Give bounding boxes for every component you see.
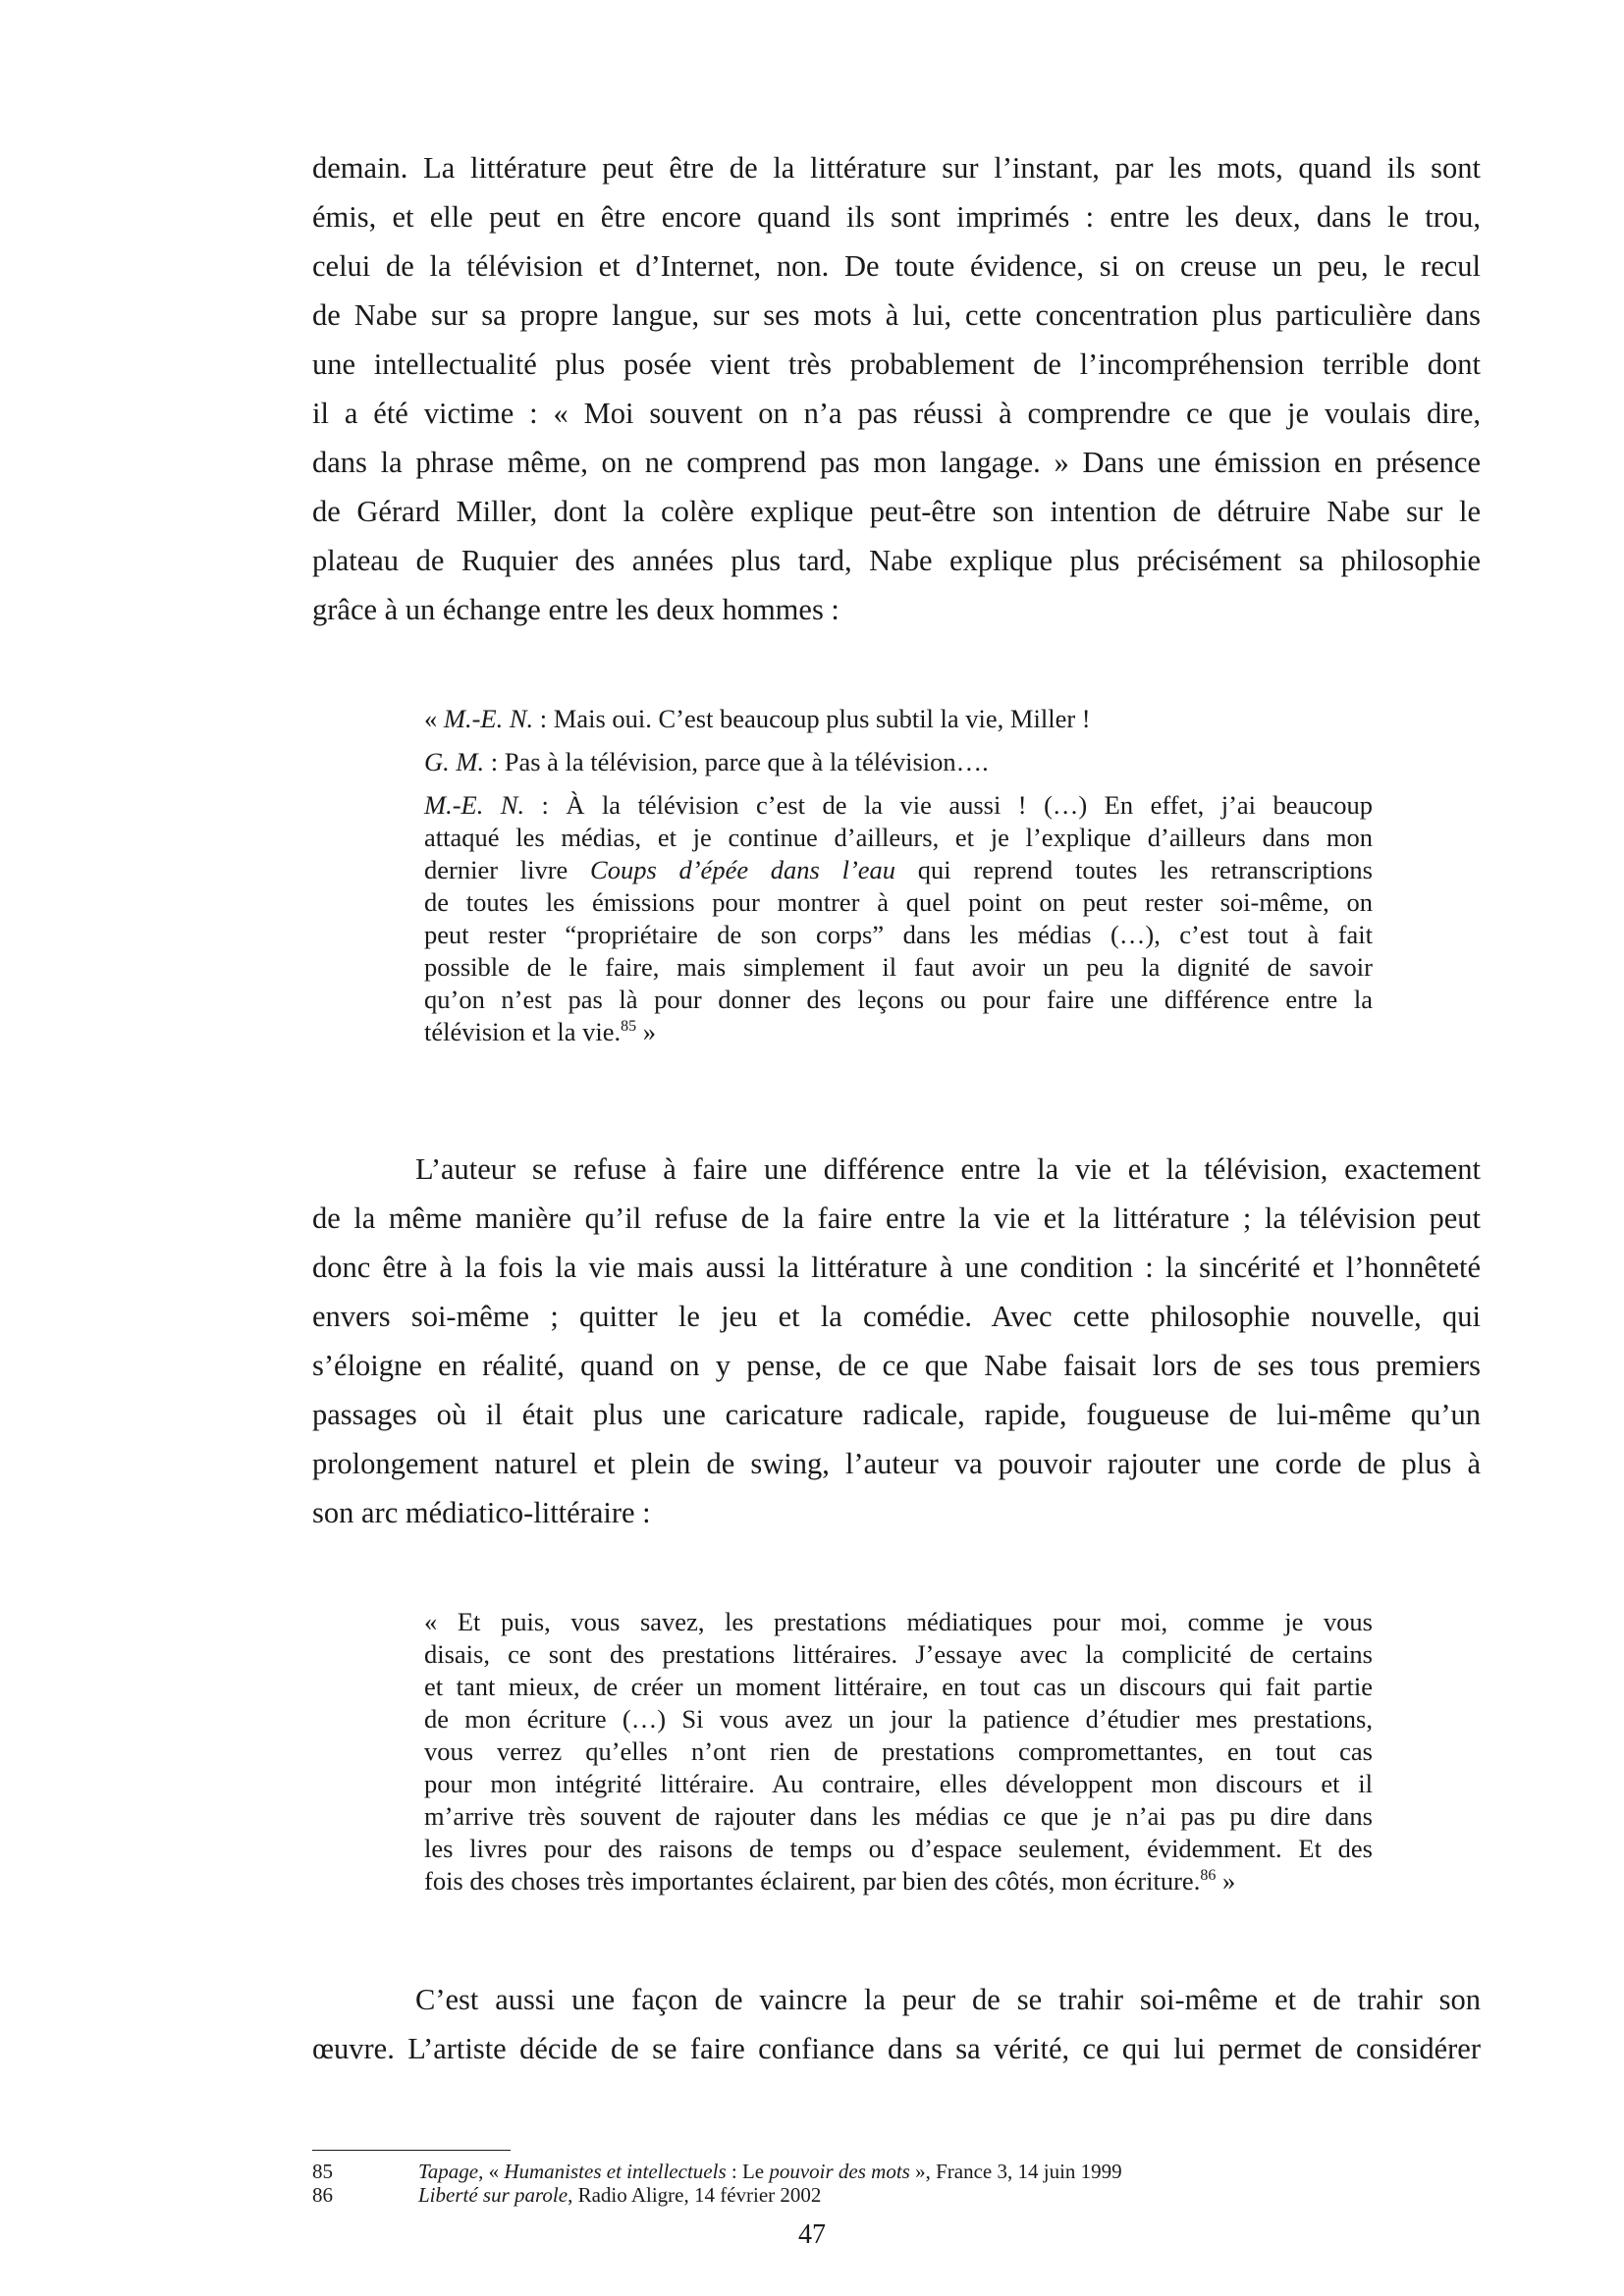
quote-line: pour mon intégrité littéraire. Au contraire, elles développent mon discours et il [424, 1769, 1373, 1798]
dialogue-text: attaqué les médias, et je continue d’ailleurs, et je l’explique d’ailleurs dans mon [424, 823, 1373, 852]
footnote-86 [312, 2183, 1481, 2207]
footnote-text: , Radio Aligre, 14 février 2002 [568, 2183, 822, 2207]
dialogue-text: possible de le faire, mais simplement il faut avoir un peu la dignité de savoir [424, 952, 1373, 982]
quote-line: vous verrez qu’elles n’ont rien de prestations compromettantes, en tout cas [424, 1736, 1373, 1766]
dialogue-text: télévision et la vie. [424, 1017, 622, 1046]
text-line: s’éloigne en réalité, quand on y pense, de ce que Nabe faisait lors de ses tous premiers [312, 1349, 1481, 1382]
dialogue-text: qui reprend toutes les retranscriptions [895, 855, 1373, 884]
quote-line: disais, ce sont des prestations littéraires. J’essaye avec la complicité de certains [424, 1639, 1373, 1669]
dialogue-text: : Mais oui. C’est beaucoup plus subtil la vie, Miller ! [533, 704, 1091, 733]
text-line: de la même manière qu’il refuse de la faire entre la vie et la littérature ; la télévision peut [312, 1201, 1481, 1235]
footnote-reference[interactable]: 85 [621, 1018, 637, 1035]
dialogue-line-1 [424, 703, 1373, 735]
footnote-85 [312, 2160, 1481, 2183]
text-line: œuvre. L’artiste décide de se faire confiance dans sa vérité, ce qui lui permet de considérer [312, 2032, 1481, 2065]
dialogue-text: peut rester “propriétaire de son corps” dans les médias (…), c’est tout à fait [424, 920, 1373, 949]
text-line: de Gérard Miller, dont la colère explique peut-être son intention de détruire Nabe sur le [312, 495, 1481, 528]
page-number: 47 [798, 2219, 826, 2250]
dialogue-text: : À la télévision c’est de la vie aussi ! (…) En effet, j’ai beaucoup [524, 790, 1373, 820]
speaker-name: M.-E. N. [443, 704, 534, 733]
text-line: de Nabe sur sa propre langue, sur ses mots à lui, cette concentration plus particulière dans [312, 298, 1481, 332]
text-line: une intellectualité plus posée vient très probablement de l’incompréhension terrible dont [312, 347, 1481, 381]
quote-line: de mon écriture (…) Si vous avez un jour la patience d’étudier mes prestations, [424, 1704, 1373, 1734]
dialogue-line-3 [424, 789, 1373, 1048]
text-line: prolongement naturel et plein de swing, l’auteur va pouvoir rajouter une corde de plus à [312, 1447, 1481, 1480]
text-line: il a été victime : « Moi souvent on n’a pas réussi à comprendre ce que je voulais dire, [312, 397, 1481, 430]
block-quote-2 [424, 1606, 1373, 1897]
body-paragraph-2 [312, 1145, 1481, 1537]
quote-line: m’arrive très souvent de rajouter dans les médias ce que je n’ai pas pu dire dans [424, 1801, 1373, 1831]
dialogue-text: qu’on n’est pas là pour donner des leçons ou pour faire une différence entre la [424, 985, 1373, 1014]
dialogue-text: dernier livre [424, 855, 591, 884]
quote-line: « Et puis, vous savez, les prestations médiatiques pour moi, comme je vous [424, 1607, 1373, 1636]
footnote-title: Liberté sur parole [418, 2183, 568, 2207]
book-title: Coups d’épée dans l’eau [590, 855, 896, 884]
footnote-title: pouvoir des mots [769, 2160, 910, 2183]
speaker-name: M.-E. N. [424, 790, 525, 820]
footnote-number: 86 [312, 2183, 333, 2207]
footnote-text: », France 3, 14 juin 1999 [909, 2160, 1122, 2183]
quote-line: et tant mieux, de créer un moment littéraire, en tout cas un discours qui fait partie [424, 1672, 1373, 1701]
block-quote-dialogue [424, 703, 1373, 1059]
text-line: celui de la télévision et d’Internet, non. De toute évidence, si on creuse un peu, le recul [312, 249, 1481, 283]
text-line: passages où il était plus une caricature radicale, rapide, fougueuse de lui-même qu’un [312, 1398, 1481, 1431]
text-line: donc être à la fois la vie mais aussi la littérature à une condition : la sincérité et l’honnêteté [312, 1251, 1481, 1284]
quote-open: « [424, 704, 444, 733]
text-line: plateau de Ruquier des années plus tard, Nabe explique plus précisément sa philosophie [312, 544, 1481, 577]
text-line: dans la phrase même, on ne comprend pas mon langage. » Dans une émission en présence [312, 446, 1481, 479]
dialogue-text: de toutes les émissions pour montrer à quel point on peut rester soi-même, on [424, 887, 1373, 917]
footnote-text: , « [478, 2160, 505, 2183]
footnote-number: 85 [312, 2160, 333, 2183]
text-line: C’est aussi une façon de vaincre la peur de se trahir soi-même et de trahir son [415, 1983, 1481, 2016]
quote-line: fois des choses très importantes éclairent, par bien des côtés, mon écriture. [424, 1866, 1201, 1896]
text-line: grâce à un échange entre les deux hommes : [312, 593, 839, 626]
footnote-title: Tapage [418, 2160, 479, 2183]
text-line: émis, et elle peut en être encore quand ils sont imprimés : entre les deux, dans le trou, [312, 200, 1481, 234]
quote-close: » [636, 1017, 657, 1046]
footnote-reference[interactable]: 86 [1200, 1867, 1217, 1884]
text-line: demain. La littérature peut être de la littérature sur l’instant, par les mots, quand ils sont [312, 151, 1481, 185]
quote-line: les livres pour des raisons de temps ou d’espace seulement, évidemment. Et des [424, 1834, 1373, 1863]
text-line: son arc médiatico-littéraire : [312, 1496, 651, 1529]
footnote-title: Humanistes et intellectuels [504, 2160, 727, 2183]
body-paragraph-1 [312, 143, 1481, 634]
quote-close: » [1216, 1866, 1236, 1896]
text-line: envers soi-même ; quitter le jeu et la comédie. Avec cette philosophie nouvelle, qui [312, 1300, 1481, 1333]
footnote-separator [312, 2150, 511, 2151]
dialogue-text: : Pas à la télévision, parce que à la télévision…. [484, 747, 989, 776]
footnote-text: : Le [726, 2160, 770, 2183]
text-line: L’auteur se refuse à faire une différence entre la vie et la télévision, exactement [415, 1152, 1481, 1186]
speaker-name: G. M. [424, 747, 485, 776]
dialogue-line-2 [424, 746, 1373, 778]
body-paragraph-3 [312, 1975, 1481, 2073]
